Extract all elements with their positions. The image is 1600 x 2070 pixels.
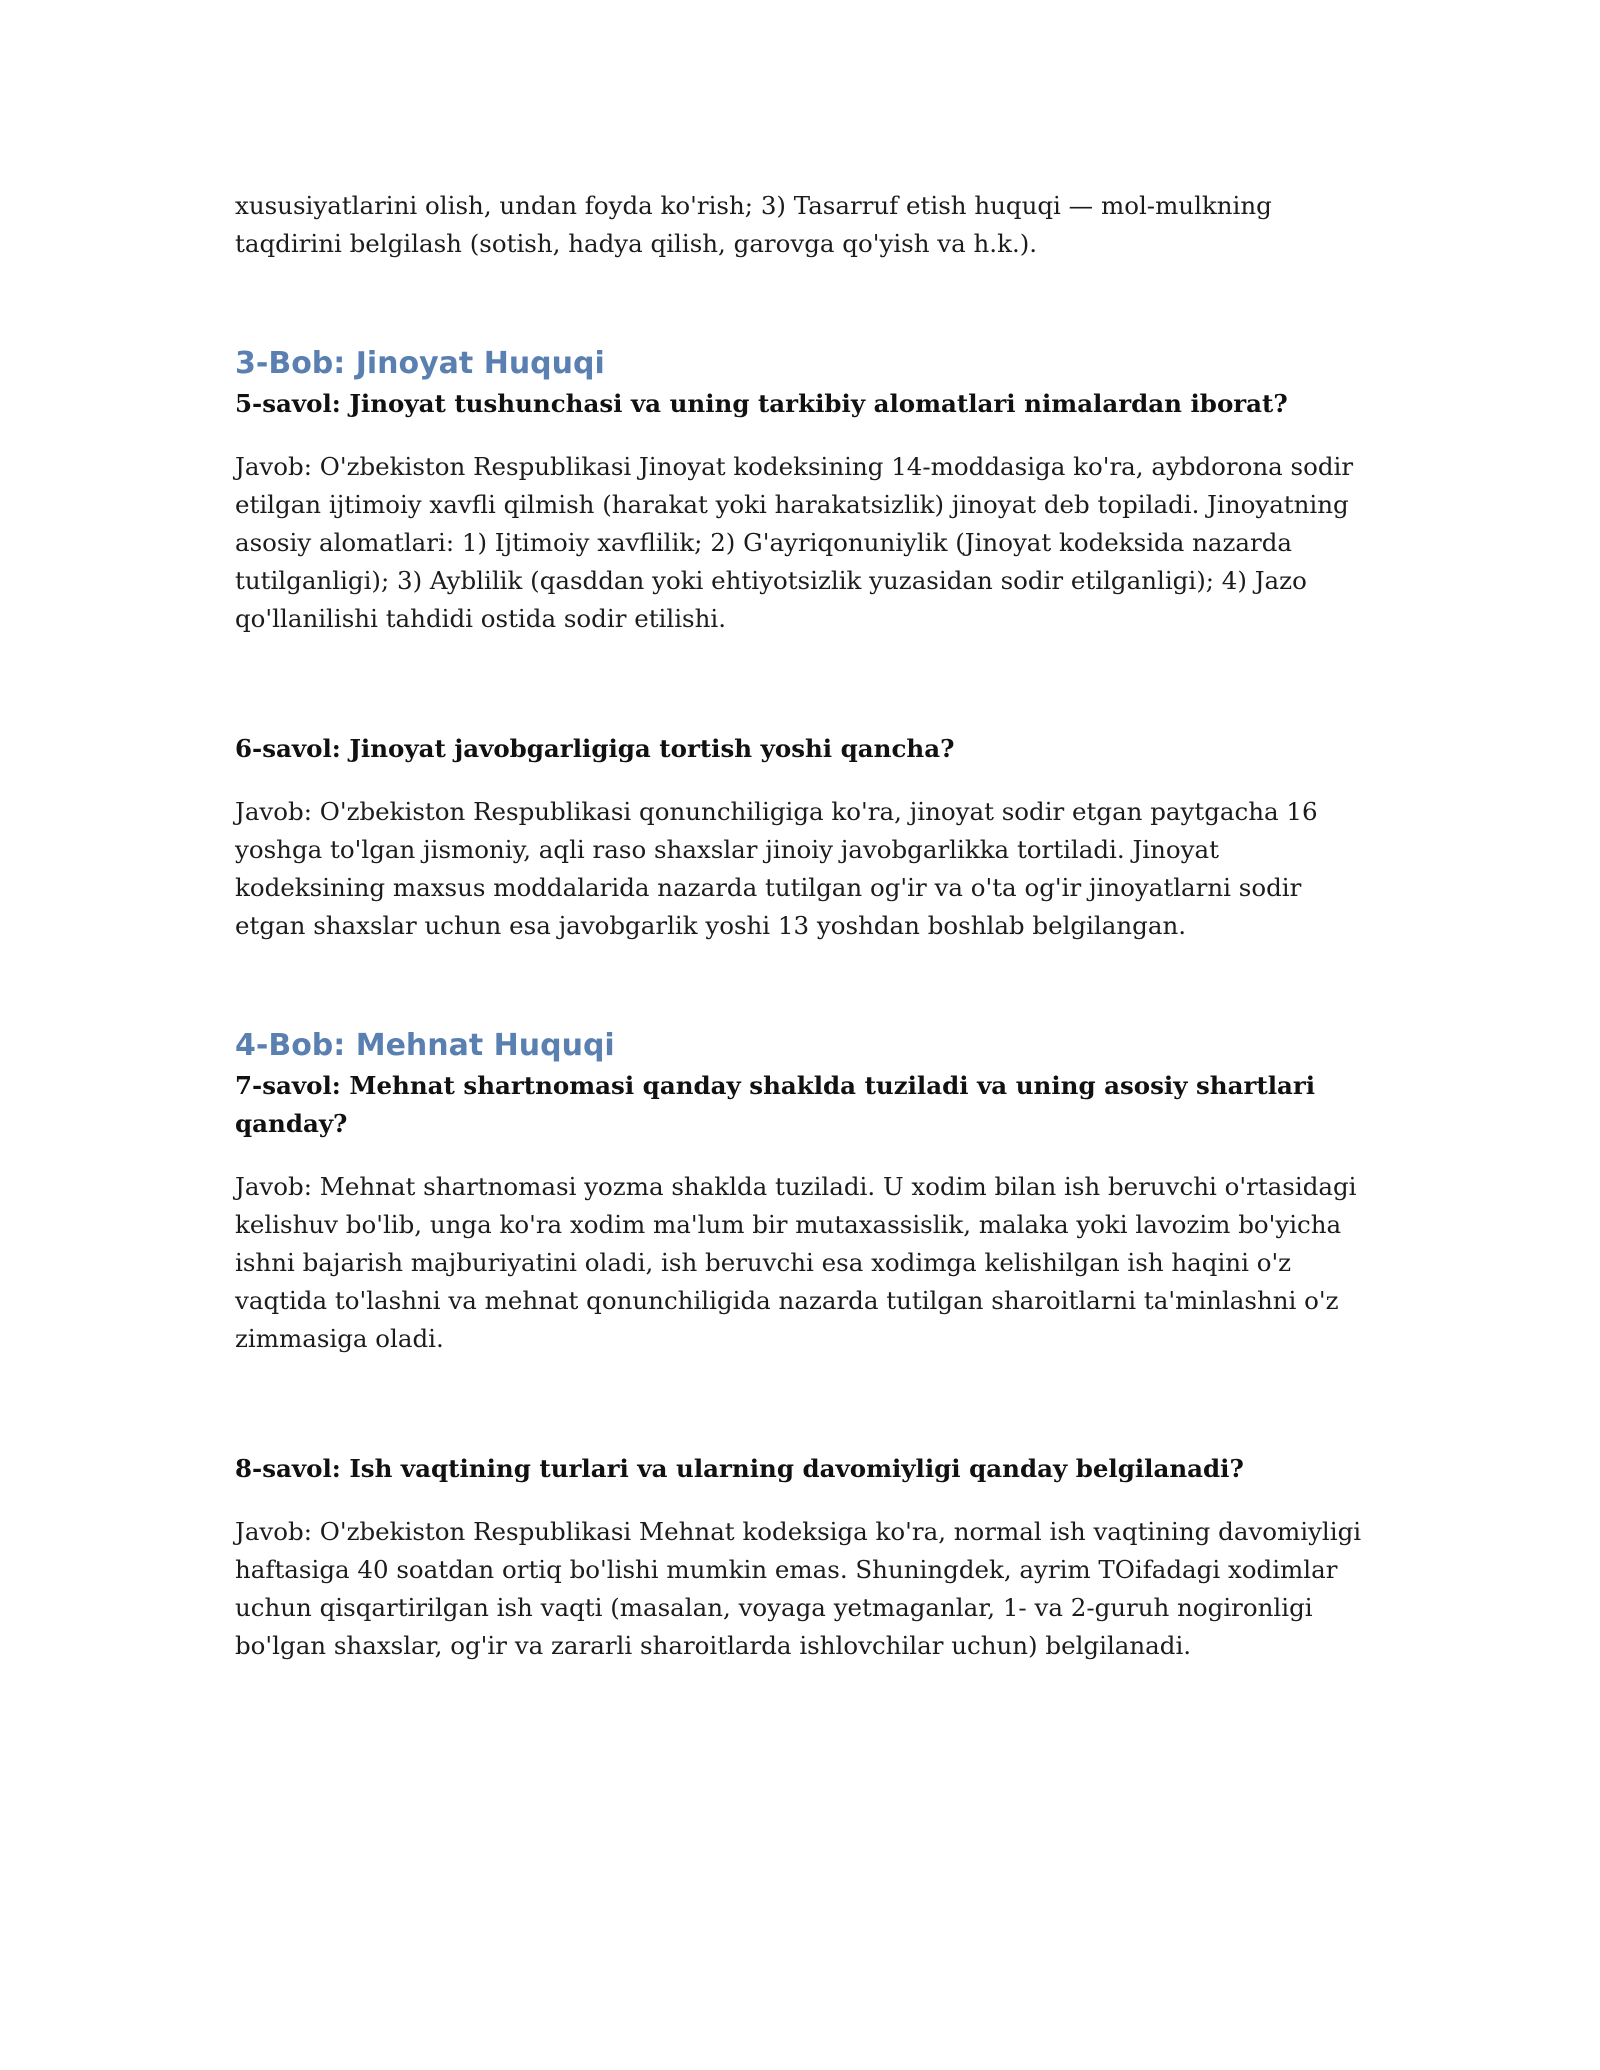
answer-paragraph: Javob: O'zbekiston Respublikasi Mehnat kodeksiga ko'ra, normal ish vaqtining davomiyligi haftasiga 40 soatdan ortiq bo'lishi mumkin emas. Shuningdek, ayrim TOifadagi xodimlar uchun qisqartirilgan ish vaqti (masalan, voyaga yetmaganlar, 1- va 2-guruh nogironligi bo'lgan shaxslar, og'ir va zararli sharoitlarda ishlovchilar uchun) belgilanadi. <box>235 1517 1362 1660</box>
chapter-heading: 3-Bob: Jinoyat Huquqi <box>235 346 605 381</box>
question-heading: 8-savol: Ish vaqtining turlari va ularning davomiyligi qanday belgilanadi? <box>235 1454 1244 1483</box>
question-heading: 5-savol: Jinoyat tushunchasi va uning tarkibiy alomatlari nimalardan iborat? <box>235 389 1288 418</box>
answer-paragraph: Javob: Mehnat shartnomasi yozma shaklda tuziladi. U xodim bilan ish beruvchi o'rtasidagi kelishuv bo'lib, unga ko'ra xodim ma'lum bir mutaxassislik, malaka yoki lavozim bo'yicha ishni bajarish majburiyatini oladi, ish beruvchi esa xodimga kelishilgan ish haqini o'z vaqtida to'lashni va mehnat qonunchiligida nazarda tutilgan sharoitlarni ta'minlashni o'z zimmasiga oladi. <box>235 1172 1357 1353</box>
document-page <box>235 0 1365 1665</box>
answer-paragraph: Javob: O'zbekiston Respublikasi qonunchiligiga ko'ra, jinoyat sodir etgan paytgacha 16 yoshga to'lgan jismoniy, aqli raso shaxslar jinoiy javobgarlikka tortiladi. Jinoyat kodeksining maxsus moddalarida nazarda tutilgan og'ir va o'ta og'ir jinoyatlarni sodir etgan shaxslar uchun esa javobgarlik yoshi 13 yoshdan boshlab belgilangan. <box>235 797 1318 940</box>
question-heading: 6-savol: Jinoyat javobgarligiga tortish yoshi qancha? <box>235 734 955 763</box>
answer-paragraph: Javob: O'zbekiston Respublikasi Jinoyat kodeksining 14-moddasiga ko'ra, aybdorona sodir etilgan ijtimoiy xavfli qilmish (harakat yoki harakatsizlik) jinoyat deb topiladi. Jinoyatning asosiy alomatlari: 1) Ijtimoiy xavflilik; 2) G'ayriqonuniylik (Jinoyat kodeksida nazarda tutilganligi); 3) Ayblilik (qasddan yoki ehtiyotsizlik yuzasidan sodir etilganligi); 4) Jazo qo'llanilishi tahdidi ostida sodir etilishi. <box>235 452 1354 633</box>
question-heading: 7-savol: Mehnat shartnomasi qanday shaklda tuziladi va uning asosiy shartlari qanday? <box>235 1071 1316 1138</box>
chapter-heading: 4-Bob: Mehnat Huquqi <box>235 1028 615 1063</box>
lead-paragraph: xususiyatlarini olish, undan foyda ko'rish; 3) Tasarruf etish huquqi — mol-mulkning taqdirini belgilash (sotish, hadya qilish, garovga qo'yish va h.k.). <box>235 191 1272 258</box>
